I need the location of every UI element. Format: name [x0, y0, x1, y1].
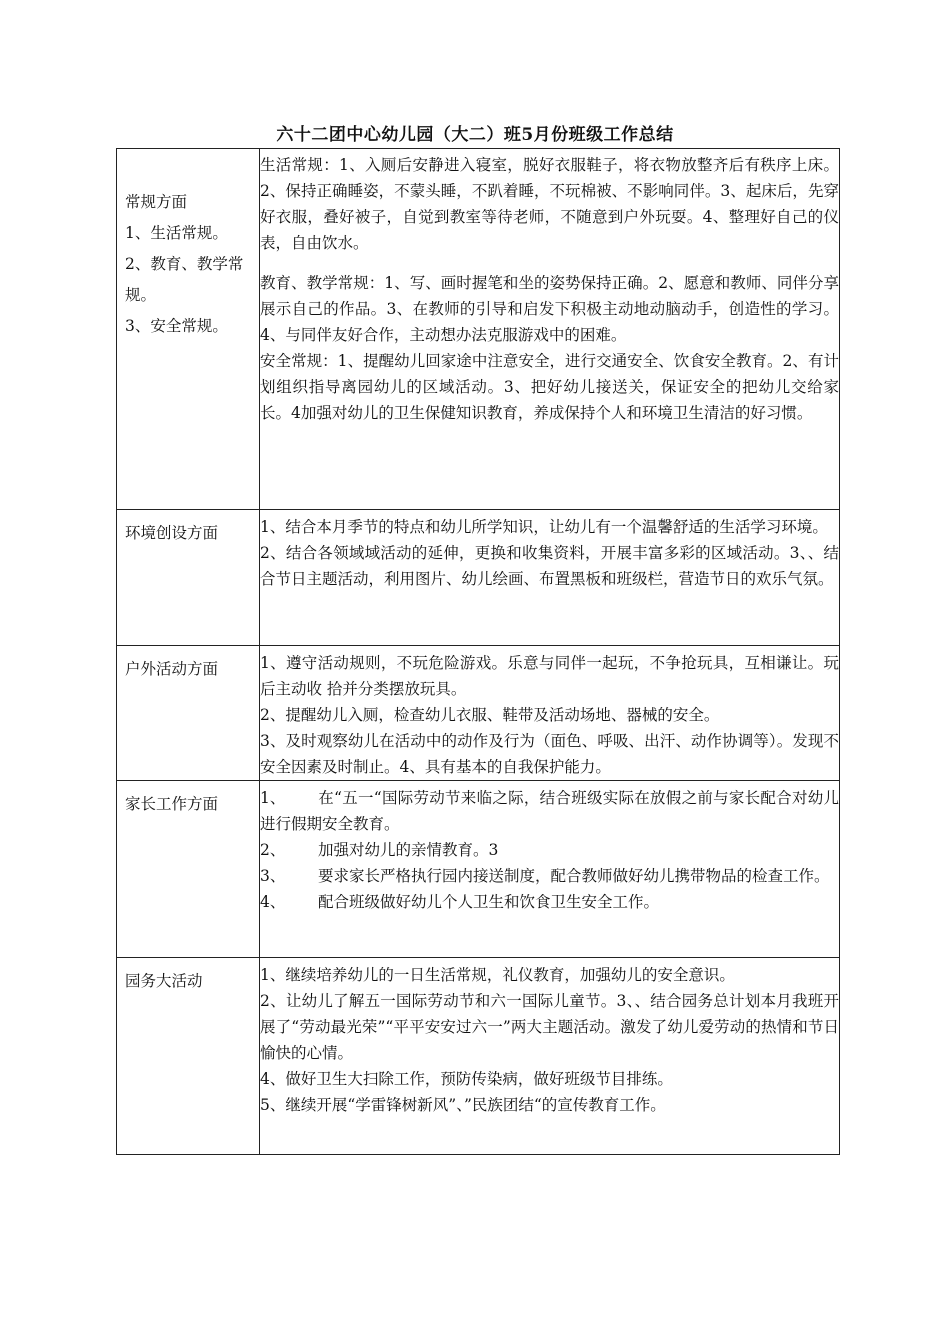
table-row	[117, 510, 840, 646]
category-label: 园务大活动	[125, 972, 203, 990]
document-title: 六十二团中心幼儿园（大二）班5月份班级工作总结	[276, 125, 674, 145]
content-cell	[260, 646, 840, 781]
item-text: 配合班级做好幼儿个人卫生和饮食卫生安全工作。	[318, 893, 660, 911]
content-cell	[260, 781, 840, 958]
table-row	[117, 958, 840, 1155]
item-text: 在“五一“国际劳动节来临之际，结合班级实际在放假之前与家长配合对幼儿进行假期安全教育。	[260, 789, 839, 833]
item-number: 2、	[260, 841, 286, 859]
content-paragraph: 2、让幼儿了解五一国际劳动节和六一国际儿童节。3、、结合园务总计划本月我班开展了“劳动最光荣”“平平安安过六一”两大主题活动。激发了幼儿爱劳动的热情和节日愉快的心情。	[260, 992, 839, 1062]
list-item	[260, 785, 839, 837]
content-paragraph: 生活常规：1、入厕后安静进入寝室，脱好衣服鞋子，将衣物放整齐后有秩序上床。2、保持正确睡姿，不蒙头睡，不趴着睡，不玩棉被、不影响同伴。3、起床后，先穿好衣服，叠好被子，自觉到教室等待老师，不随意到户外玩耍。4、整理好自己的仪表，自由饮水。	[260, 156, 839, 252]
content-paragraph: 3、及时观察幼儿在活动中的动作及行为（面色、呼吸、出汗、动作协调等）。发现不安全因素及时制止。4、具有基本的自我保护能力。	[260, 732, 839, 776]
content-paragraph: 教育、教学常规：1、写、画时握笔和坐的姿势保持正确。2、愿意和教师、同伴分享展示自己的作品。3、在教师的引导和启发下积极主动地动脑动手，创造性的学习。4、与同伴友好合作，主动想办法克服游戏中的困难。	[260, 274, 839, 344]
category-label: 常规方面	[125, 193, 188, 211]
content-cell	[260, 510, 840, 646]
summary-table	[116, 148, 840, 1155]
list-item	[260, 889, 839, 915]
content-paragraph: 1、继续培养幼儿的一日生活常规，礼仪教育，加强幼儿的安全意识。	[260, 966, 735, 984]
content-cell	[260, 149, 840, 510]
category-label: 家长工作方面	[125, 795, 219, 813]
category-cell	[117, 781, 260, 958]
content-cell	[260, 958, 840, 1155]
content-paragraph: 1、遵守活动规则，不玩危险游戏。乐意与同伴一起玩，不争抢玩具，互相谦让。玩后主动收 拾并分类摆放玩具。	[260, 654, 839, 698]
category-label: 户外活动方面	[125, 660, 219, 678]
content-paragraph: 2、提醒幼儿入厕，检查幼儿衣服、鞋带及活动场地、器械的安全。	[260, 706, 720, 724]
table-row	[117, 781, 840, 958]
content-paragraph: 2、结合各领域域活动的延伸，更换和收集资料，开展丰富多彩的区域活动。3、、结合节日主题活动，利用图片、幼儿绘画、布置黑板和班级栏，营造节日的欢乐气氛。	[260, 544, 839, 588]
content-paragraph: 安全常规：1、提醒幼儿回家途中注意安全，进行交通安全、饮食安全教育。2、有计划组织指导离园幼儿的区域活动。3、把好幼儿接送关，保证安全的把幼儿交给家长。4加强对幼儿的卫生保健知识教育，养成保持个人和环境卫生清洁的好习惯。	[260, 352, 839, 422]
category-cell	[117, 510, 260, 646]
item-number: 4、	[260, 893, 286, 911]
item-text: 加强对幼儿的亲情教育。3	[318, 841, 499, 859]
list-item	[260, 863, 839, 889]
category-cell	[117, 646, 260, 781]
category-cell	[117, 958, 260, 1155]
item-number: 1、	[260, 789, 286, 807]
category-sublabel: 1、生活常规。	[125, 224, 228, 242]
table-row	[117, 149, 840, 510]
content-paragraph: 4、做好卫生大扫除工作，预防传染病，做好班级节目排练。	[260, 1070, 673, 1088]
category-sublabel: 2、教育、教学常规。	[125, 255, 244, 304]
category-label: 环境创设方面	[125, 524, 219, 542]
list-item	[260, 837, 839, 863]
content-paragraph: 5、继续开展“学雷锋树新风”、”民族团结“的宣传教育工作。	[260, 1096, 666, 1114]
category-sublabel: 3、安全常规。	[125, 317, 228, 335]
item-number: 3、	[260, 867, 286, 885]
table-row	[117, 646, 840, 781]
content-paragraph: 1、结合本月季节的特点和幼儿所学知识，让幼儿有一个温馨舒适的生活学习环境。	[260, 518, 828, 536]
item-text: 要求家长严格执行园内接送制度，配合教师做好幼儿携带物品的检查工作。	[318, 867, 830, 885]
category-cell	[117, 149, 260, 510]
